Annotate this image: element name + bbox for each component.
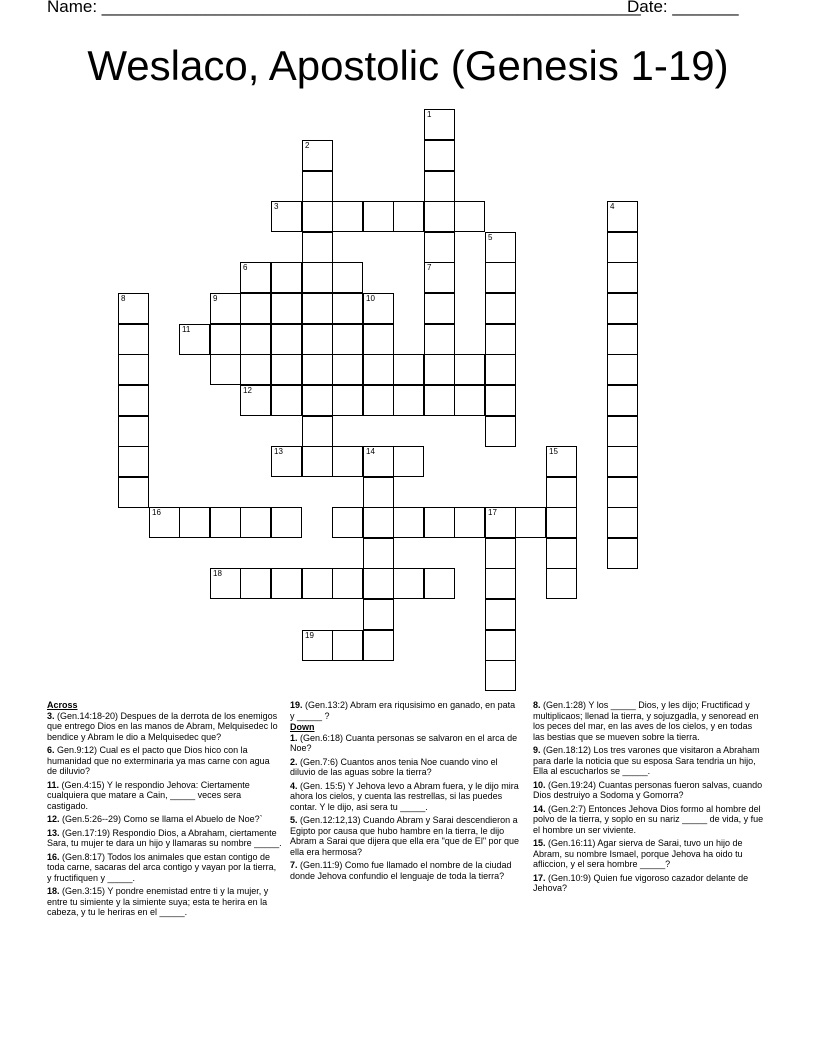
crossword-cell[interactable] [210, 354, 241, 385]
clue-item-number: 6. [47, 745, 55, 755]
clue-item-text: (Gen.11:9) Como fue llamado el nombre de la ciudad donde Jehova confundio el lenguaje de toda la tierra? [290, 860, 512, 881]
crossword-cell[interactable] [240, 324, 271, 355]
crossword-cell[interactable] [546, 538, 577, 569]
clue-item-text: (Gen.4:15) Y le respondio Jehova: Ciertamente cualquiera que matare a Cain, _____ veces sera castigado. [47, 779, 250, 811]
crossword-cell[interactable] [271, 324, 302, 355]
crossword-cell[interactable] [607, 232, 638, 263]
down-clue-list [290, 733, 522, 882]
crossword-cell[interactable] [546, 446, 577, 477]
clue-item [47, 886, 282, 918]
crossword-cell[interactable] [424, 568, 455, 599]
crossword-cell[interactable] [546, 568, 577, 599]
crossword-cell[interactable] [424, 140, 455, 171]
clue-number: 2 [305, 141, 310, 150]
crossword-cell[interactable] [179, 324, 210, 355]
crossword-cell[interactable] [424, 293, 455, 324]
clues-column-2 [290, 700, 522, 884]
clue-item-number: 9. [533, 745, 541, 755]
clue-item-text: (Gen.7:6) Cuantos anos tenia Noe cuando vino el diluvio de las aguas sobre la tierra? [290, 756, 498, 777]
clue-number: 3 [274, 202, 279, 211]
down-heading: Down [290, 722, 315, 732]
crossword-cell[interactable] [485, 232, 516, 263]
clue-item [290, 815, 522, 857]
clue-item-number: 18. [47, 886, 60, 896]
crossword-cell[interactable] [393, 385, 424, 416]
clue-number: 5 [488, 233, 493, 242]
crossword-cell[interactable] [363, 324, 394, 355]
crossword-cell[interactable] [363, 599, 394, 630]
crossword-cell[interactable] [424, 201, 455, 232]
clue-number: 11 [182, 325, 191, 334]
crossword-cell[interactable] [240, 293, 271, 324]
clue-number: 9 [213, 294, 218, 303]
clue-item-number: 11. [47, 779, 60, 790]
crossword-cell[interactable] [302, 354, 333, 385]
clue-number: 12 [243, 386, 252, 395]
crossword-cell[interactable] [393, 446, 424, 477]
crossword-cell[interactable] [363, 293, 394, 324]
crossword-cell[interactable] [607, 385, 638, 416]
crossword-cell[interactable] [424, 354, 455, 385]
down-clue-list-continued [533, 700, 766, 894]
crossword-cell[interactable] [302, 140, 333, 171]
clue-number: 7 [427, 263, 432, 272]
crossword-cell[interactable] [302, 385, 333, 416]
crossword-cell[interactable] [607, 507, 638, 538]
clue-number: 18 [213, 569, 222, 578]
crossword-cell[interactable] [332, 324, 363, 355]
name-field-label: Name: _________________________________________________________ [47, 0, 641, 16]
across-clue-list-continued [290, 700, 522, 721]
crossword-cell[interactable] [485, 385, 516, 416]
crossword-cell[interactable] [363, 385, 394, 416]
crossword-cell[interactable] [302, 232, 333, 263]
crossword-cell[interactable] [118, 354, 149, 385]
crossword-cell[interactable] [424, 385, 455, 416]
crossword-cell[interactable] [607, 293, 638, 324]
clue-item-number: 19. [290, 700, 303, 710]
crossword-cell[interactable] [118, 416, 149, 447]
crossword-cell[interactable] [607, 201, 638, 232]
clue-item [533, 780, 766, 801]
crossword-cell[interactable] [485, 324, 516, 355]
crossword-cell[interactable] [363, 354, 394, 385]
clue-number: 1 [427, 110, 432, 119]
crossword-cell[interactable] [454, 385, 485, 416]
clue-number: 17 [488, 508, 497, 517]
crossword-cell[interactable] [271, 201, 302, 232]
clue-item-text: (Gen.10:9) Quien fue vigoroso cazador delante de Jehova? [533, 872, 749, 893]
crossword-cell[interactable] [118, 446, 149, 477]
crossword-cell[interactable] [210, 324, 241, 355]
crossword-cell[interactable] [546, 507, 577, 538]
crossword-cell[interactable] [332, 446, 363, 477]
crossword-cell[interactable] [240, 262, 271, 293]
crossword-cell[interactable] [240, 507, 271, 538]
clue-item-number: 17. [533, 872, 546, 883]
crossword-cell[interactable] [302, 568, 333, 599]
clue-item [533, 873, 766, 894]
crossword-cell[interactable] [485, 630, 516, 661]
crossword-cell[interactable] [454, 507, 485, 538]
crossword-cell[interactable] [393, 507, 424, 538]
clue-item [47, 780, 282, 812]
clue-item-text: (Gen.5:26--29) Como se llama el Abuelo de Noe?` [59, 814, 263, 824]
crossword-cell[interactable] [332, 293, 363, 324]
crossword-cell[interactable] [424, 262, 455, 293]
clue-number: 8 [121, 294, 126, 303]
crossword-cell[interactable] [485, 416, 516, 447]
clue-number: 16 [152, 508, 161, 517]
crossword-cell[interactable] [363, 477, 394, 508]
crossword-cell[interactable] [149, 507, 180, 538]
crossword-cell[interactable] [332, 507, 363, 538]
crossword-cell[interactable] [485, 660, 516, 691]
clue-number: 13 [274, 447, 283, 456]
crossword-cell[interactable] [424, 232, 455, 263]
crossword-cell[interactable] [607, 262, 638, 293]
crossword-cell[interactable] [118, 385, 149, 416]
crossword-cell[interactable] [118, 477, 149, 508]
clue-item-text: (Gen.12:12,13) Cuando Abram y Sarai descendieron a Egipto por causa que hubo hambre en la tierra, le dijo Abram a Sarai que dijera que ella era "que de El" por que ella era hermosa? [290, 815, 520, 857]
clue-number: 6 [243, 263, 248, 272]
crossword-cell[interactable] [240, 354, 271, 385]
clue-item-number: 16. [47, 851, 60, 862]
clue-item [47, 852, 282, 884]
crossword-cell[interactable] [363, 538, 394, 569]
clue-item-text: (Gen.3:15) Y pondre enemistad entre ti y la mujer, y entre tu simiente y la simiente suya; esta te herira en la cabeza, y tu le heriras en el _____. [47, 886, 269, 917]
crossword-cell[interactable] [393, 354, 424, 385]
clue-item-number: 5. [290, 815, 298, 825]
crossword-cell[interactable] [607, 446, 638, 477]
clue-item-text: (Gen.13:2) Abram era riqusisimo en ganado, en pata y _____ ? [290, 700, 516, 721]
crossword-cell[interactable] [485, 293, 516, 324]
crossword-cell[interactable] [271, 568, 302, 599]
clue-item-number: 4. [290, 780, 298, 791]
crossword-cell[interactable] [332, 354, 363, 385]
clue-item-number: 12. [47, 814, 60, 824]
clues-column-1 [47, 700, 282, 921]
clue-item [47, 745, 282, 777]
crossword-cell[interactable] [179, 507, 210, 538]
clue-item [533, 838, 766, 870]
crossword-cell[interactable] [363, 568, 394, 599]
date-field-label: Date: _______ [627, 0, 739, 16]
crossword-cell[interactable] [607, 416, 638, 447]
clue-item [290, 781, 522, 813]
clue-item-text: (Gen.14:18-20) Despues de la derrota de los enemigos que entrego Dios en las manos de Abram, Melquisedec lo bendice y Abram le dio a Melquisedec que? [47, 710, 278, 742]
crossword-cell[interactable] [240, 385, 271, 416]
clue-item-number: 13. [47, 827, 60, 838]
across-heading: Across [47, 700, 78, 710]
crossword-cell[interactable] [424, 171, 455, 202]
crossword-cell[interactable] [118, 293, 149, 324]
crossword-cell[interactable] [363, 507, 394, 538]
crossword-cell[interactable] [302, 446, 333, 477]
crossword-cell[interactable] [454, 354, 485, 385]
crossword-cell[interactable] [454, 201, 485, 232]
crossword-cell[interactable] [271, 507, 302, 538]
crossword-cell[interactable] [515, 507, 546, 538]
clue-item-text: (Gen.2:7) Entonces Jehova Dios formo al hombre del polvo de la tierra, y soplo en su nariz _____ de vida, y fue el hombre un ser viviente. [533, 803, 764, 835]
clue-item-text: (Gen.17:19) Respondio Dios, a Abraham, ciertamente Sara, tu mujer te dara un hijo y llamaras su nombre _____. [47, 827, 282, 848]
clue-item [290, 733, 522, 754]
crossword-cell[interactable] [271, 446, 302, 477]
crossword-cell[interactable] [332, 568, 363, 599]
crossword-cell[interactable] [302, 630, 333, 661]
clue-number: 19 [305, 631, 314, 640]
clues-column-3 [533, 700, 766, 897]
clue-item [47, 711, 282, 743]
crossword-cell[interactable] [607, 354, 638, 385]
clue-item-number: 14. [533, 803, 546, 814]
crossword-cell[interactable] [607, 477, 638, 508]
clue-item-text: (Gen.19:24) Cuantas personas fueron salvas, cuando Dios destruiyo a Sodoma y Gomorra? [533, 779, 763, 800]
crossword-cell[interactable] [271, 262, 302, 293]
clue-item-text: (Gen.8:17) Todos los animales que estan contigo de toda carne, sacaras del arca contigo y vayan por la tierra, y fructifiquen y _____. [47, 851, 277, 883]
clue-item-number: 1. [290, 732, 298, 743]
crossword-cell[interactable] [546, 477, 577, 508]
clue-item-text: (Gen.18:12) Los tres varones que visitaron a Abraham para darle la noticia que su esposa Sara tendria un hijo, Ella al escucharlos se _____. [533, 745, 760, 776]
crossword-cell[interactable] [424, 324, 455, 355]
clue-item [533, 745, 766, 777]
crossword-cell[interactable] [393, 568, 424, 599]
crossword-cell[interactable] [485, 599, 516, 630]
crossword-cell[interactable] [302, 171, 333, 202]
crossword-cell[interactable] [607, 324, 638, 355]
clue-item-text: (Gen.16:11) Agar sierva de Sarai, tuvo un hijo de Abram, su nombre Ismael, porque Jehova ha oido tu afliccion, y el sera hombre _____? [533, 838, 743, 869]
clue-item [533, 804, 766, 836]
crossword-cell[interactable] [332, 201, 363, 232]
crossword-cell[interactable] [607, 538, 638, 569]
crossword-cell[interactable] [485, 262, 516, 293]
crossword-cell[interactable] [210, 507, 241, 538]
crossword-cell[interactable] [332, 630, 363, 661]
clue-number: 14 [366, 447, 375, 456]
crossword-cell[interactable] [302, 201, 333, 232]
clue-item-text: (Gen.1:28) Y los _____ Dios, y les dijo; Fructificad y multiplicaos; llenad la tierra, y sojuzgadla, y senoread en los peces del mar, en las aves de los cielos, y en todas las bestias que se mueven sobre la tierra. [533, 700, 759, 742]
clue-number: 4 [610, 202, 615, 211]
crossword-cell[interactable] [424, 109, 455, 140]
crossword-cell[interactable] [485, 507, 516, 538]
clue-item-number: 8. [533, 700, 541, 710]
crossword-cell[interactable] [302, 293, 333, 324]
crossword-cell[interactable] [485, 538, 516, 569]
page-title: Weslaco, Apostolic (Genesis 1-19) [87, 42, 729, 89]
clue-item-text: Gen.9:12) Cual es el pacto que Dios hico con la humanidad que no exterminaria ya mas carne con agua de diluvio? [47, 745, 270, 776]
crossword-cell[interactable] [210, 293, 241, 324]
crossword-cell[interactable] [363, 630, 394, 661]
crossword-cell[interactable] [363, 201, 394, 232]
clue-item-number: 15. [533, 838, 546, 848]
clue-item-number: 3. [47, 710, 55, 721]
clue-item-number: 10. [533, 779, 546, 790]
clue-item [47, 814, 282, 825]
clue-item-text: (Gen.6:18) Cuanta personas se salvaron en el arca de Noe? [290, 732, 518, 753]
clue-item [533, 700, 766, 742]
crossword-cell[interactable] [210, 568, 241, 599]
crossword-cell[interactable] [485, 568, 516, 599]
clue-item-number: 2. [290, 756, 298, 767]
clue-item-number: 7. [290, 860, 298, 870]
crossword-cell[interactable] [302, 324, 333, 355]
clue-item-text: (Gen. 15:5) Y Jehova levo a Abram fuera, y le dijo mira ahora los cielos, y cuenta las restrellas, si las puedes contar. Y le dijo, asi sera tu _____. [290, 780, 519, 812]
crossword-cell[interactable] [393, 201, 424, 232]
crossword-cell[interactable] [271, 293, 302, 324]
clue-item [290, 757, 522, 778]
crossword-cell[interactable] [363, 446, 394, 477]
crossword-cell[interactable] [332, 262, 363, 293]
clue-number: 15 [549, 447, 558, 456]
clue-item [290, 860, 522, 881]
clue-item [290, 700, 522, 721]
crossword-cell[interactable] [424, 507, 455, 538]
crossword-cell[interactable] [302, 262, 333, 293]
crossword-cell[interactable] [118, 324, 149, 355]
across-clue-list [47, 711, 282, 918]
crossword-cell[interactable] [302, 416, 333, 447]
crossword-cell[interactable] [332, 385, 363, 416]
crossword-cell[interactable] [485, 354, 516, 385]
crossword-cell[interactable] [271, 354, 302, 385]
clue-number: 10 [366, 294, 375, 303]
crossword-cell[interactable] [240, 568, 271, 599]
clue-item [47, 828, 282, 849]
crossword-cell[interactable] [271, 385, 302, 416]
